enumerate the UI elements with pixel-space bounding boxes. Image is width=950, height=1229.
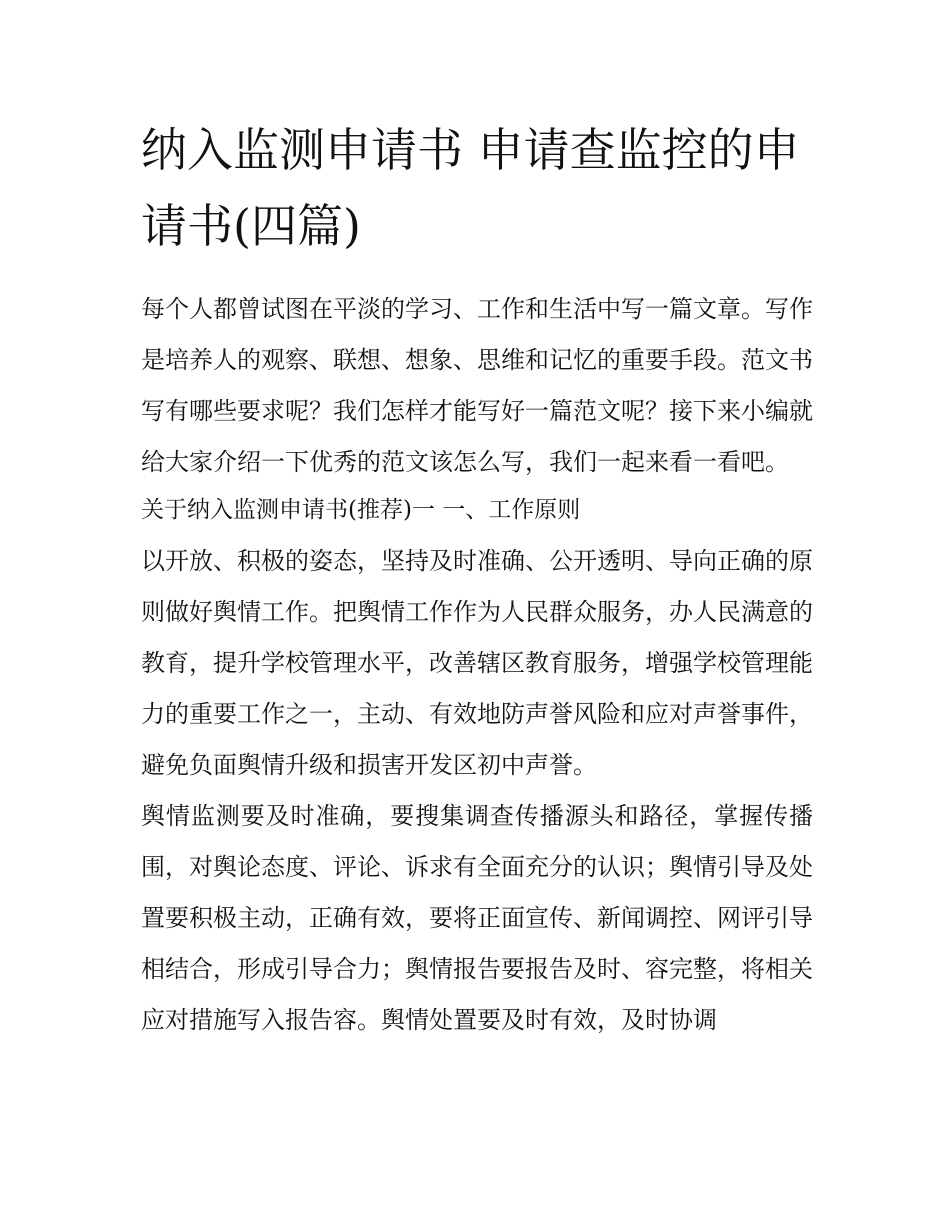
body-paragraph-2: 舆情监测要及时准确，要搜集调查传播源头和路径，掌握传播围，对舆论态度、评论、诉求有全面充分的认识；舆情引导及处置要积极主动，正确有效，要将正面宣传、新闻调控、网评引导相结合，形成引导合力；舆情报告要报告及时、容完整，将相关应对措施写入报告容。舆情处置要及时有效，及时协调 [141, 802, 813, 1034]
document-body [141, 112, 813, 1046]
document-title: 纳入监测申请书 申请查监控的申请书(四篇) [141, 123, 800, 253]
section-heading: 关于纳入监测申请书(推荐)一 一、工作原则 [141, 497, 581, 523]
body-paragraph-1: 以开放、积极的姿态，坚持及时准确、公开透明、导向正确的原则做好舆情工作。把舆情工作作为人民群众服务，办人民满意的教育，提升学校管理水平，改善辖区教育服务，增强学校管理能力的重要工作之一，主动、有效地防声誉风险和应对声誉事件，避免负面舆情升级和损害开发区初中声誉。 [141, 547, 813, 779]
intro-paragraph: 每个人都曾试图在平淡的学习、工作和生活中写一篇文章。写作是培养人的观察、联想、想象、思维和记忆的重要手段。范文书写有哪些要求呢？我们怎样才能写好一篇范文呢？接下来小编就给大家介绍一下优秀的范文该怎么写，我们一起来看一看吧。 [141, 295, 813, 476]
